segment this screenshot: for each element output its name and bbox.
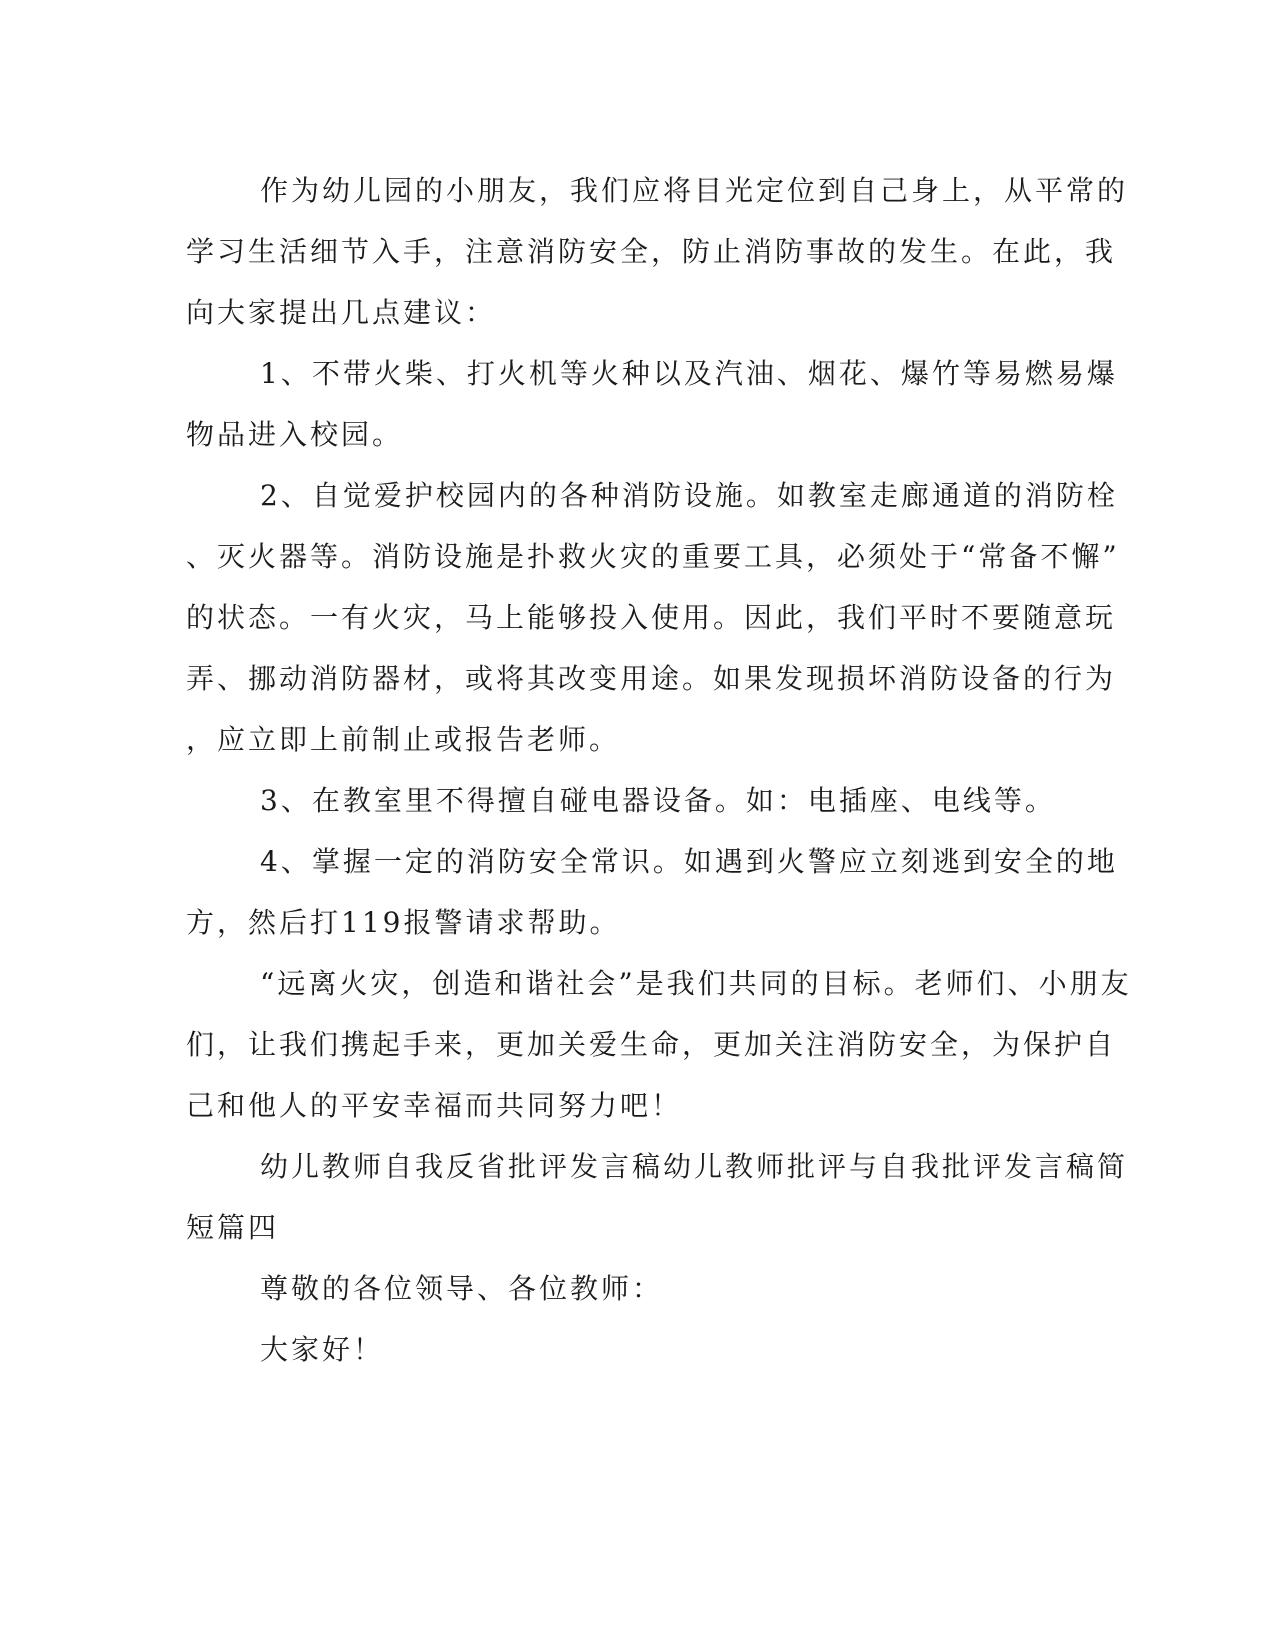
paragraph-line: 们，让我们携起手来，更加关爱生命，更加关注消防安全，为保护自: [186, 1028, 1117, 1061]
salutation-line: 尊敬的各位领导、各位教师：: [260, 1272, 664, 1305]
list-item-line: 的状态。一有火灾，马上能够投入使用。因此，我们平时不要随意玩: [186, 601, 1117, 634]
list-item-line: 物品进入校园。: [186, 418, 404, 451]
list-item-line: 、灭火器等。消防设施是扑救火灾的重要工具，必须处于“常备不懈”: [186, 540, 1120, 573]
paragraph-line: 作为幼儿园的小朋友，我们应将目光定位到自己身上，从平常的: [260, 174, 1129, 207]
section-heading-line: 短篇四: [186, 1211, 280, 1244]
list-item-line: 弄、挪动消防器材，或将其改变用途。如果发现损坏消防设备的行为: [186, 662, 1117, 695]
list-item-line: 3、在教室里不得擅自碰电器设备。如：电插座、电线等。: [260, 784, 1056, 817]
list-item-line: ，应立即上前制止或报告老师。: [186, 723, 621, 756]
list-item-line: 4、掌握一定的消防安全常识。如遇到火警应立刻逃到安全的地: [260, 845, 1118, 878]
document-body: [186, 160, 1132, 1380]
list-item-line: 1、不带火柴、打火机等火种以及汽油、烟花、爆竹等易燃易爆: [260, 357, 1118, 390]
paragraph-line: 学习生活细节入手，注意消防安全，防止消防事故的发生。在此，我: [186, 235, 1117, 268]
paragraph-line: “远离火灾，创造和谐社会”是我们共同的目标。老师们、小朋友: [260, 967, 1132, 1000]
paragraph-line: 向大家提出几点建议：: [186, 296, 497, 329]
list-item-line: 方，然后打119报警请求帮助。: [186, 906, 621, 939]
greeting-line: 大家好！: [260, 1333, 385, 1366]
paragraph-line: 己和他人的平安幸福而共同努力吧！: [186, 1089, 683, 1122]
list-item-line: 2、自觉爱护校园内的各种消防设施。如教室走廊通道的消防栓: [260, 479, 1118, 512]
section-heading-line: 幼儿教师自我反省批评发言稿幼儿教师批评与自我批评发言稿简: [260, 1150, 1129, 1183]
